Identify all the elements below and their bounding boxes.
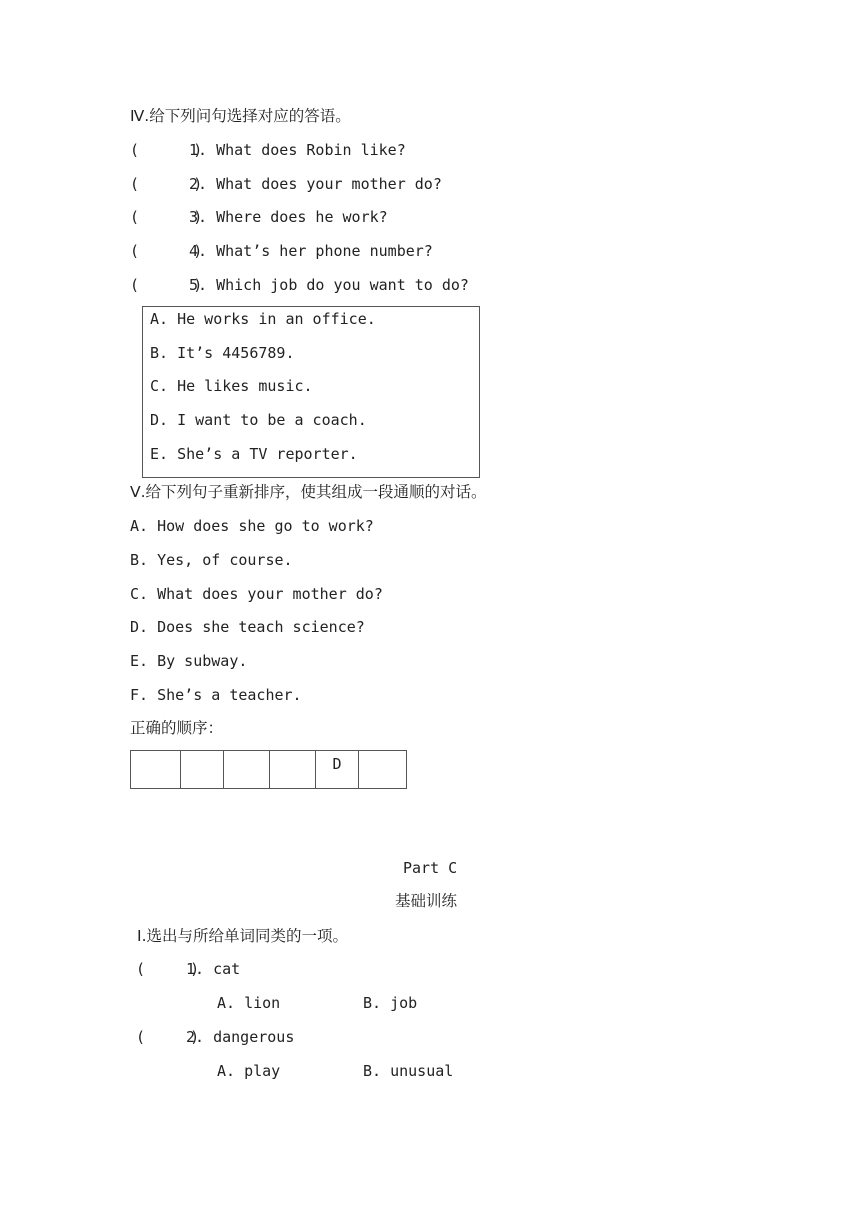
part-title: Part C	[403, 859, 458, 877]
question-text: 3. Where does he work?	[189, 208, 388, 226]
option-d: D. I want to be a coach.	[150, 411, 367, 429]
choice-b: B. job	[363, 994, 418, 1012]
option-c: C. He likes music.	[150, 377, 313, 395]
order-cell-2[interactable]	[181, 751, 224, 789]
answer-blank[interactable]: ( )	[130, 141, 203, 159]
answer-blank[interactable]: ( )	[130, 242, 203, 260]
sentence-b: B. Yes, of course.	[130, 551, 293, 569]
option-e: E. She’s a TV reporter.	[150, 445, 358, 463]
sentence-f: F. She’s a teacher.	[130, 686, 302, 704]
question-text: 1. What does Robin like?	[189, 141, 406, 159]
part-c-heading: Ⅰ.选出与所给单词同类的一项。	[137, 927, 348, 945]
section-4-heading: Ⅳ.给下列问句选择对应的答语。	[130, 107, 351, 125]
answer-blank[interactable]: ( )	[130, 208, 203, 226]
sentence-d: D. Does she teach science?	[130, 618, 365, 636]
sentence-e: E. By subway.	[130, 652, 248, 670]
order-row	[131, 751, 407, 789]
choice-a: A. play	[217, 1062, 281, 1080]
option-b: B. It’s 4456789.	[150, 344, 295, 362]
order-table	[130, 750, 407, 789]
order-cell-1[interactable]	[131, 751, 181, 789]
sentence-a: A. How does she go to work?	[130, 517, 374, 535]
part-subtitle: 基础训练	[395, 892, 458, 910]
order-cell-3[interactable]	[224, 751, 270, 789]
item-stem: 1. cat	[186, 960, 241, 978]
answer-blank[interactable]: ( )	[130, 276, 203, 294]
choice-a: A. lion	[217, 994, 281, 1012]
choice-b: B. unusual	[363, 1062, 454, 1080]
order-cell-6[interactable]	[359, 751, 407, 789]
order-cell-4[interactable]	[270, 751, 316, 789]
option-a: A. He works in an office.	[150, 310, 376, 328]
question-text: 2. What does your mother do?	[189, 175, 442, 193]
item-stem: 2. dangerous	[186, 1028, 295, 1046]
question-text: 4. What’s her phone number?	[189, 242, 433, 260]
order-cell-5[interactable]: D	[316, 751, 359, 789]
order-label: 正确的顺序：	[130, 719, 224, 737]
question-text: 5. Which job do you want to do?	[189, 276, 469, 294]
answer-blank[interactable]: ( )	[136, 1028, 200, 1046]
answer-blank[interactable]: ( )	[136, 960, 200, 978]
section-5-heading: Ⅴ.给下列句子重新排序，使其组成一段通顺的对话。	[130, 483, 487, 501]
answer-blank[interactable]: ( )	[130, 175, 203, 193]
sentence-c: C. What does your mother do?	[130, 585, 383, 603]
